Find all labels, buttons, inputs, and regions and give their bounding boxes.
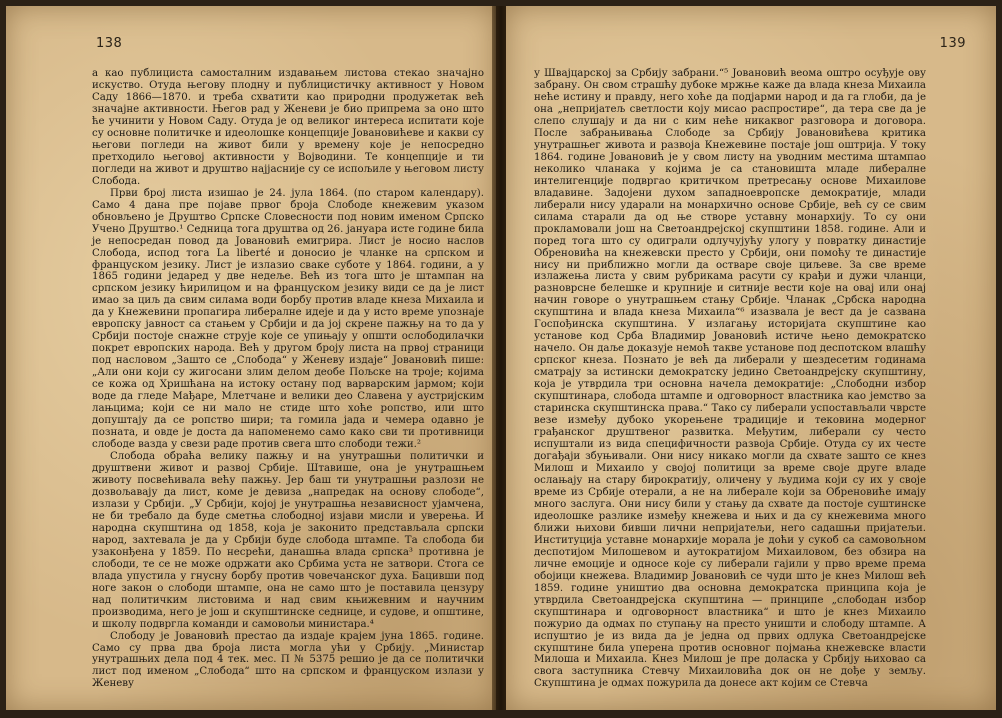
left-paragraph-1: а као публициста самосталним издавањем листова стекао значајно искуство. Отуда његову плодну и публицистичку активност у Новом Саду 1866—1870. и треба схватити као природни продужетак већ значајне активности. Његов рад у Женеви је био припрема за оно што ће учинити у Новом Саду. Отуда је од великог интереса испитати које су основне политичке и идеолошке концепције Јовановићеве и какви су његови погледи на живот били у времену које је непосредно претходило његовој активности у Војводини. Те концепције и ти погледи на живот и друштво најјасније су се испољиле у његовом листу Слобода. <box>92 68 484 187</box>
left-page <box>6 6 496 710</box>
left-paragraph-3: Слобода обраћа велику пажњу и на унутрашњи политички и друштвени живот и развој Србије. Штавише, она је унутрашњем животу посвећивала већу пажњу. Јер баш ти унутрашњи разлози не дозвољавају да лист, коме је девиза „напредак на основу слободе“, излази у Србији. „У Србији, којој је унутрашња независност ујамчена, не би требало да буде сметња слободној изјави мисли и уверења. И народна скупштина од 1858, која је законито представљала српски народ, захтевала је да у Србији буде слобода штампе. Та слобода би узаконђена у 1859. По несрећи, данашња влада српска³ противна је слободи, те се не може одржати ако Србима уста не затвори. Стога се влада упустила у гнусну борбу против човечанског духа. Бацивши под ноге закон о слободи штампе, она не само што је поставила цензуру над политичким листовима и над свим књижевним и научним производима, него је још и скупштинске седнице, и судове, и општине, и школу подвргла команди и самовољи министара.⁴ <box>92 451 484 630</box>
right-paragraph-1: у Швајцарској за Србију забрани.“⁵ Јовановић веома оштро осуђује ову забрану. Он свом страшћу дубоке мржње каже да влада кнеза Михаила неће истину и правду, него хоће да подјарми народ и да га глоби, да је она „непријатељ светлости коју мисао распростире“, да тера све да је слепо слушају и да ни с ким неће никаквог разговора и договора. После забрањивања Слободе за Србију Јовановићева критика унутрашњег живота и развоја Кнежевине постаје још оштрија. У току 1864. године Јовановић је у свом листу на уводним местима штампао неколико чланака у којима је са становишта младе либералне интелигенције подвргао критичком претресању основе Михаилове владавине. Задојени духом западноевропске демократије, млади либерали нису ударали на монархичнo основе Србије, већ су се свим силама старали да од ње створе уставну монархију. То су они прокламовали још на Светоандрејској скупштини 1858. године. Али и поред тога што су одиграли одлучујућу улогу у повратку династије Обреновића на кнежевски престо у Србији, они помоћу те династије нису ни приближно могли да остваре своје циљеве. За све време излажења листа у свим рубрикама расути су крађи и дужи чланци, разноврсне белешке и крупније и ситније вести које на овај или онај начин говоре о унутрашњем стању Србије. Чланак „Србска народна скупштина и влада кнеза Михаила“⁶ изазвала је вест да је сазвана Госпођинска скупштина. У излагању историјата скупштине као установе код Срба Владимир Јовановић истиче њено демократско начело. Он даље доказује немоћ такве установе под деспотском влашћу српског кнеза. Познато је већ да либерали у шездесетим годинама сматрају за истински демократску једино Светоандрејску скупштину, која је утврдила три основна начела демократије: „Слободни избор скупштинара, слобода штампе и одговорност властника као јемство за старинска скупштинска права.“ Тако су либерали успостављали чврсте везе између дубоко укорењене традиције и тековина модерног грађанског друштвеног развитка. Међутим, либерали су често испуштали из вида специфичности развоја Србије. Отуда су их честе догађаји збуњивали. Они нису никако могли да схвате зашто се кнез Милош и Михаило у својој политици за време своје друге владе ослањају на стару бирократију, оличену у људима који су их у своје време из Србије отерали, а не на либерале који за Обреновиће имају много заслуга. Они нису били у стању да схвате да постоје суштинске идеолошке разлике између кнежева и њих и да су кнежевима много ближи њихови бивши лични непријатељи, него садашњи пријатељи. Институција уставне монархије морала је доћи у сукоб са самовољном деспотијом Милошевом и аутократијом Михаиловом, без обзира на личне емоције и односе које су либерали гајили у прво време према обојици кнежева. Владимир Јовановић се чуди што је кнез Милош већ 1859. године уништио два основна демократска принципа која је утврдила Светоандрејска скупштина — принципе „слободан избор скупштинара и одговорност властника“ и што је кнез Михаило пожурио да одмах по ступању на престо уништи и слободу штампе. А испуштио је из вида да је једна од првих одлука Светоандрејске скупштине била уперена против основног појмања кнежевске власти Милоша и Михаила. Кнез Милош је пре доласка у Србију њиховао са свога заступника Стевчу Михаиловића док он не дође у земљу. Скупштина је одмах пожурила да донесе акт којим се Стевча <box>534 68 926 690</box>
right-page <box>506 6 996 710</box>
left-page-text <box>92 68 484 690</box>
left-paragraph-4: Слободу је Јовановић престао да издаје крајем јуна 1865. године. Само су прва два броја листа могла ући у Србију. „Министар унутрашњих дела под 4 тек. мес. П № 5375 решио је да се политички лист под именом „Слобода“ што на српском и француском излази у Женеву <box>92 630 484 690</box>
left-paragraph-2: Први број листа изишао је 24. јула 1864. (по старом календару). Само 4 дана пре појаве првог броја Слободе кнежевим указом обновљено је Друштво Српске Словесности под новим именом Српско Учено Друштво.¹ Седница тога друштва од 26. јануара исте године била је непосредан повод да Јовановић емигрира. Лист је носио наслов Слобода, испод тога La liberté и доносио је чланке на српском и француском језику. Лист је излазио сваке суботе у 1864. години, а у 1865 години једаред у две недеље. Већ из тога што је штампан на српском језику ћирилицом и на француском језику види се да је лист имао за циљ да свим силама води борбу против владе кнеза Михаила и да у Кнежевини пропагира либералне идеје и да у исто време упознаје европску јавност са стањем у Србији и да јој скрене пажњу на то да у Србији постоје снажне струје које се упињају у општи ослободилачки покрет европских народа. Већ у другом броју листа на првој страници под насловом „Зашто се „Слобода“ у Женеву издаје“ Јовановић пише: „Али они који су жигосани злим делом деобе Пољске на троје; којима се кожа од Хришћана на истоку остану под варварским јармом; који воде да гледе Мађаре, Млетчане и велики део Славена у аустријским лањцима; који се ни мало не стиде што хоће ропство, или што допуштају да се ропство шири; та гомила јада и чемера одавно је позната, и овде је доста да напоменемо само како сви ти противници слободе вазда у свези раде против свега што слободи тежи.² <box>92 187 484 451</box>
right-page-number: 139 <box>939 36 966 51</box>
left-page-number: 138 <box>96 36 123 51</box>
right-page-text <box>534 68 926 690</box>
